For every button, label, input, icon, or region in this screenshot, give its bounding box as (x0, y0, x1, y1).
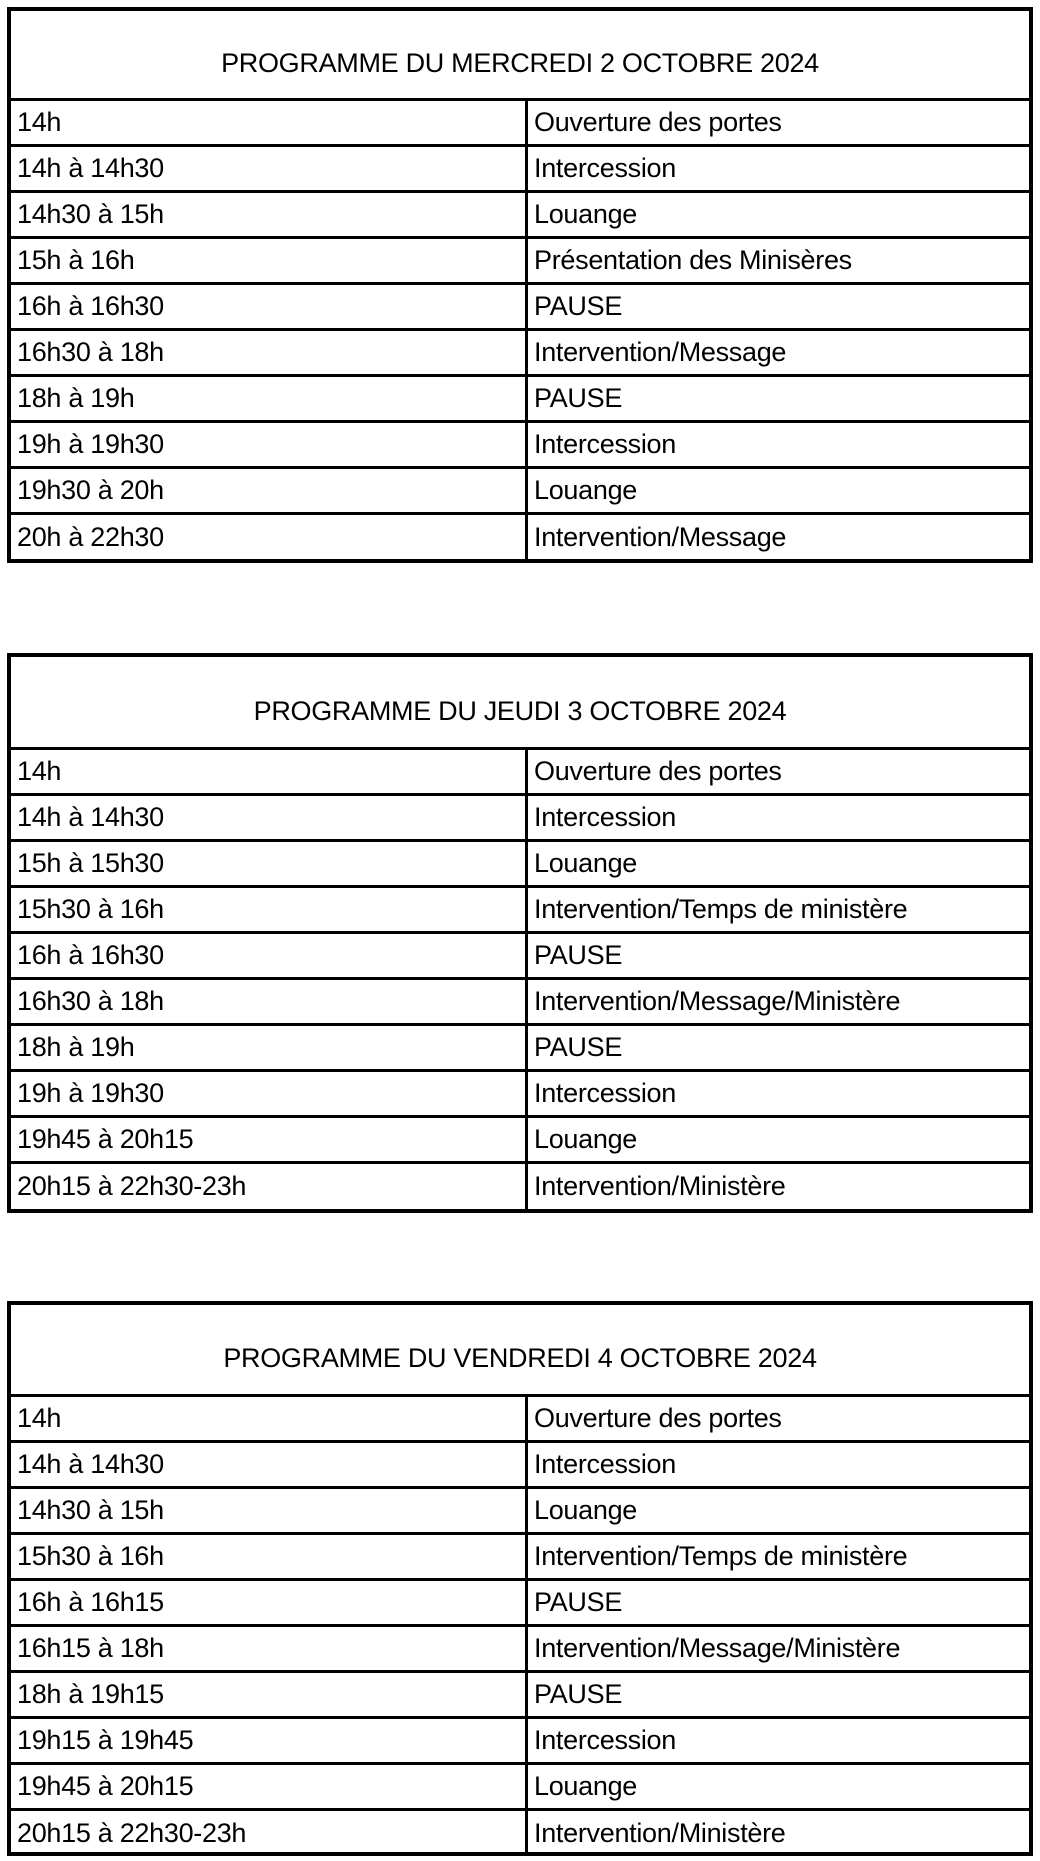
table-row (11, 1627, 1029, 1673)
activity-cell: Louange (534, 848, 638, 878)
table-row (11, 423, 1029, 469)
activity-cell: PAUSE (534, 1679, 623, 1709)
table-row (11, 239, 1029, 285)
table-row (11, 1118, 1029, 1164)
time-cell: 19h45 à 20h15 (11, 1118, 528, 1161)
activity-cell: Intercession (534, 1725, 676, 1755)
table-row (11, 888, 1029, 934)
time-cell: 18h à 19h15 (11, 1673, 528, 1716)
table-row (11, 1535, 1029, 1581)
activity-cell: Louange (534, 1495, 638, 1525)
table-row (11, 331, 1029, 377)
table-row (11, 980, 1029, 1026)
activity-cell: PAUSE (534, 291, 623, 321)
time-cell: 15h à 16h (11, 239, 528, 282)
activity-cell: PAUSE (534, 1587, 623, 1617)
activity-cell: Intervention/Ministère (534, 1818, 786, 1848)
activity-cell: Intercession (534, 429, 676, 459)
table-row (11, 1719, 1029, 1765)
time-cell: 14h à 14h30 (11, 147, 528, 190)
table-row (11, 193, 1029, 239)
time-cell: 16h15 à 18h (11, 1627, 528, 1670)
table-row (11, 101, 1029, 147)
table-row (11, 1673, 1029, 1719)
activity-cell: Intervention/Message (534, 522, 787, 552)
table-row (11, 147, 1029, 193)
schedule-rows (11, 750, 1029, 1209)
activity-cell: Présentation des Minisères (534, 245, 852, 275)
table-row (11, 377, 1029, 423)
schedule-rows (11, 1397, 1029, 1856)
activity-cell: PAUSE (534, 383, 623, 413)
schedule-title: PROGRAMME DU VENDREDI 4 OCTOBRE 2024 (11, 1305, 1029, 1397)
schedule-table-thursday (7, 653, 1033, 1213)
time-cell: 16h à 16h15 (11, 1581, 528, 1624)
table-row (11, 515, 1029, 560)
time-cell: 14h (11, 101, 528, 144)
time-cell: 14h30 à 15h (11, 193, 528, 236)
activity-cell: Intervention/Temps de ministère (534, 894, 908, 924)
time-cell: 15h30 à 16h (11, 1535, 528, 1578)
time-cell: 14h à 14h30 (11, 796, 528, 839)
table-row (11, 1489, 1029, 1535)
time-cell: 19h à 19h30 (11, 423, 528, 466)
time-cell: 18h à 19h (11, 377, 528, 420)
time-cell: 15h à 15h30 (11, 842, 528, 885)
time-cell: 16h30 à 18h (11, 980, 528, 1023)
activity-cell: Intervention/Message/Ministère (534, 986, 901, 1016)
time-cell: 16h30 à 18h (11, 331, 528, 374)
table-row (11, 469, 1029, 515)
schedule-table-friday (7, 1301, 1033, 1856)
activity-cell: Louange (534, 1124, 638, 1154)
table-row (11, 1765, 1029, 1811)
time-cell: 14h30 à 15h (11, 1489, 528, 1532)
table-row (11, 1072, 1029, 1118)
time-cell: 14h (11, 1397, 528, 1440)
time-cell: 19h15 à 19h45 (11, 1719, 528, 1762)
time-cell: 20h15 à 22h30-23h (11, 1164, 528, 1209)
schedule-title: PROGRAMME DU JEUDI 3 OCTOBRE 2024 (11, 657, 1029, 750)
time-cell: 16h à 16h30 (11, 285, 528, 328)
table-row (11, 796, 1029, 842)
activity-cell: Louange (534, 199, 638, 229)
activity-cell: Louange (534, 1771, 638, 1801)
table-row (11, 934, 1029, 980)
table-row (11, 1811, 1029, 1856)
time-cell: 19h à 19h30 (11, 1072, 528, 1115)
time-cell: 20h à 22h30 (11, 515, 528, 560)
time-cell: 19h30 à 20h (11, 469, 528, 512)
time-cell: 15h30 à 16h (11, 888, 528, 931)
time-cell: 20h15 à 22h30-23h (11, 1811, 528, 1856)
time-cell: 16h à 16h30 (11, 934, 528, 977)
activity-cell: Louange (534, 475, 638, 505)
table-row (11, 842, 1029, 888)
table-row (11, 1397, 1029, 1443)
time-cell: 14h à 14h30 (11, 1443, 528, 1486)
activity-cell: PAUSE (534, 940, 623, 970)
activity-cell: Intercession (534, 1078, 676, 1108)
activity-cell: Intervention/Message (534, 337, 787, 367)
table-row (11, 1026, 1029, 1072)
activity-cell: Intercession (534, 802, 676, 832)
schedule-rows (11, 101, 1029, 560)
activity-cell: Ouverture des portes (534, 107, 782, 137)
table-row (11, 750, 1029, 796)
activity-cell: Ouverture des portes (534, 1403, 782, 1433)
table-row (11, 1581, 1029, 1627)
time-cell: 14h (11, 750, 528, 793)
schedule-title: PROGRAMME DU MERCREDI 2 OCTOBRE 2024 (11, 11, 1029, 101)
time-cell: 19h45 à 20h15 (11, 1765, 528, 1808)
activity-cell: PAUSE (534, 1032, 623, 1062)
activity-cell: Intervention/Message/Ministère (534, 1633, 901, 1663)
activity-cell: Intercession (534, 153, 676, 183)
schedule-table-wednesday (7, 7, 1033, 563)
activity-cell: Intervention/Temps de ministère (534, 1541, 908, 1571)
time-cell: 18h à 19h (11, 1026, 528, 1069)
activity-cell: Intervention/Ministère (534, 1171, 786, 1201)
activity-cell: Ouverture des portes (534, 756, 782, 786)
table-row (11, 1443, 1029, 1489)
activity-cell: Intercession (534, 1449, 676, 1479)
table-row (11, 1164, 1029, 1209)
table-row (11, 285, 1029, 331)
